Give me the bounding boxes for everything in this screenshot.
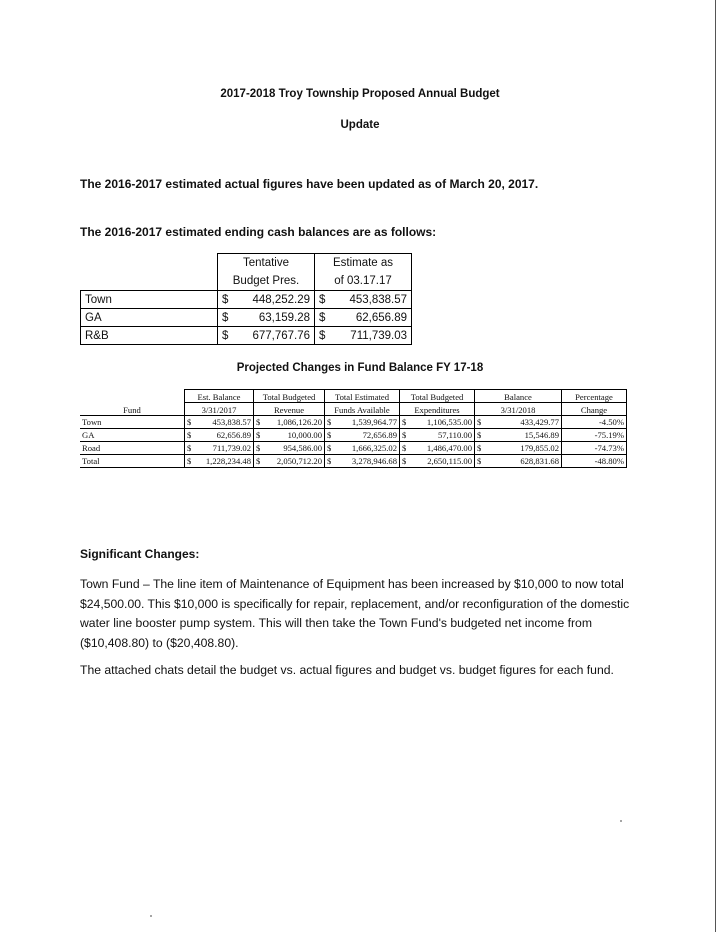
header-expenditures: Total Budgeted bbox=[400, 390, 475, 403]
header-funds-available: Total Estimated bbox=[325, 390, 400, 403]
projected-fund-name: Road bbox=[80, 442, 185, 455]
currency-sign: $ bbox=[477, 443, 482, 453]
cash-header-row bbox=[81, 272, 412, 291]
header-funds-available: Funds Available bbox=[325, 403, 400, 416]
intro-line-1: The 2016-2017 estimated actual figures have been updated as of March 20, 2017. bbox=[80, 177, 539, 191]
cash-balance-table bbox=[80, 253, 412, 345]
currency-sign: $ bbox=[256, 456, 261, 466]
cash-col1-header: Tentative bbox=[218, 254, 315, 273]
projected-pct-value: -74.73% bbox=[562, 442, 627, 455]
cash-row bbox=[81, 309, 412, 327]
currency-sign: $ bbox=[319, 329, 326, 342]
currency-sign: $ bbox=[256, 417, 261, 427]
cash-col2-header: of 03.17.17 bbox=[315, 272, 412, 291]
cash-row-label: Town bbox=[81, 291, 218, 309]
currency-sign: $ bbox=[402, 430, 407, 440]
projected-expenditures-value: 1,486,470.00 bbox=[426, 443, 472, 453]
projected-row bbox=[80, 455, 627, 468]
projected-row bbox=[80, 442, 627, 455]
projected-pct-value: -4.50% bbox=[562, 416, 627, 429]
projected-pct-value: -48.80% bbox=[562, 455, 627, 468]
cash-row bbox=[81, 291, 412, 309]
projected-revenue-value: 954,586.00 bbox=[283, 443, 322, 453]
projected-funds-available-value: 1,539,964.77 bbox=[351, 417, 397, 427]
projected-header-row bbox=[80, 390, 627, 403]
projected-funds-available-value: 3,278,946.68 bbox=[351, 456, 397, 466]
projected-expenditures-value: 2,650,115.00 bbox=[427, 456, 472, 466]
projected-title: Projected Changes in Fund Balance FY 17-18 bbox=[236, 362, 484, 374]
currency-sign: $ bbox=[222, 293, 229, 306]
projected-funds-available-value: 1,666,325.02 bbox=[351, 443, 397, 453]
projected-revenue-value: 1,086,126.20 bbox=[276, 417, 322, 427]
currency-sign: $ bbox=[187, 430, 192, 440]
scan-speck bbox=[150, 915, 152, 917]
projected-changes-table bbox=[80, 389, 627, 468]
projected-revenue-value: 10,000.00 bbox=[287, 430, 322, 440]
cash-tentative-value: 677,767.76 bbox=[252, 329, 310, 342]
header-est-balance: Est. Balance bbox=[185, 390, 254, 403]
header-est-balance: 3/31/2017 bbox=[185, 403, 254, 416]
currency-sign: $ bbox=[477, 456, 482, 466]
cash-estimate-value: 62,656.89 bbox=[355, 311, 407, 324]
currency-sign: $ bbox=[477, 430, 482, 440]
projected-balance-value: 628,831.68 bbox=[520, 456, 559, 466]
cash-estimate-value: 453,838.57 bbox=[349, 293, 407, 306]
projected-est-balance-value: 711,739.02 bbox=[212, 443, 251, 453]
projected-est-balance-value: 453,838.57 bbox=[212, 417, 251, 427]
header-balance: 3/31/2018 bbox=[475, 403, 562, 416]
currency-sign: $ bbox=[256, 430, 261, 440]
projected-row bbox=[80, 416, 627, 429]
cash-row-label: R&B bbox=[81, 327, 218, 345]
cash-row bbox=[81, 327, 412, 345]
currency-sign: $ bbox=[187, 456, 192, 466]
significant-paragraph-2: The attached chats detail the budget vs. actual figures and budget vs. budget figures for each fund. bbox=[80, 663, 614, 677]
significant-paragraph-1: Town Fund – The line item of Maintenance of Equipment has been increased by $10,000 to now total $24,500.00. This $10,000 is specifically for repair, replacement, and/or reconfiguration of the domestic water line booster pump system. This will then take the Town Fund's budgeted net income from ($10,408.80) to ($20,408.80). bbox=[80, 577, 630, 650]
cash-estimate-value: 711,739.03 bbox=[350, 329, 407, 342]
currency-sign: $ bbox=[402, 456, 407, 466]
currency-sign: $ bbox=[327, 430, 332, 440]
projected-expenditures-value: 1,106,535.00 bbox=[426, 417, 472, 427]
header-expenditures: Expenditures bbox=[400, 403, 475, 416]
cash-row-label: GA bbox=[81, 309, 218, 327]
projected-fund-name: Town bbox=[80, 416, 185, 429]
header-revenue: Revenue bbox=[254, 403, 325, 416]
cash-col1-header: Budget Pres. bbox=[218, 272, 315, 291]
projected-revenue-value: 2,050,712.20 bbox=[276, 456, 322, 466]
projected-row bbox=[80, 429, 627, 442]
projected-est-balance-value: 1,228,234.48 bbox=[205, 456, 251, 466]
projected-est-balance-value: 62,656.89 bbox=[216, 430, 251, 440]
cash-header-row bbox=[81, 254, 412, 273]
projected-balance-value: 179,855.02 bbox=[520, 443, 559, 453]
currency-sign: $ bbox=[477, 417, 482, 427]
currency-sign: $ bbox=[319, 293, 326, 306]
currency-sign: $ bbox=[222, 329, 229, 342]
projected-header-row bbox=[80, 403, 627, 416]
cash-col2-header: Estimate as bbox=[315, 254, 412, 273]
projected-balance-value: 15,546.89 bbox=[524, 430, 559, 440]
currency-sign: $ bbox=[187, 417, 192, 427]
projected-fund-name: GA bbox=[80, 429, 185, 442]
document-subtitle: Update bbox=[340, 119, 380, 131]
currency-sign: $ bbox=[402, 443, 407, 453]
currency-sign: $ bbox=[187, 443, 192, 453]
currency-sign: $ bbox=[319, 311, 326, 324]
header-pct: Percentage bbox=[562, 390, 627, 403]
currency-sign: $ bbox=[327, 456, 332, 466]
document-title: 2017-2018 Troy Township Proposed Annual Budget bbox=[220, 88, 500, 100]
significant-changes-heading: Significant Changes: bbox=[80, 547, 200, 561]
projected-pct-value: -75.19% bbox=[562, 429, 627, 442]
header-balance: Balance bbox=[475, 390, 562, 403]
currency-sign: $ bbox=[327, 443, 332, 453]
cash-tentative-value: 63,159.28 bbox=[258, 311, 310, 324]
header-pct: Change bbox=[562, 403, 627, 416]
currency-sign: $ bbox=[222, 311, 229, 324]
currency-sign: $ bbox=[327, 417, 332, 427]
projected-expenditures-value: 57,110.00 bbox=[437, 430, 472, 440]
currency-sign: $ bbox=[402, 417, 407, 427]
header-revenue: Total Budgeted bbox=[254, 390, 325, 403]
projected-fund-name: Total bbox=[80, 455, 185, 468]
intro-line-2: The 2016-2017 estimated ending cash balances are as follows: bbox=[80, 225, 437, 239]
cash-tentative-value: 448,252.29 bbox=[252, 293, 310, 306]
projected-balance-value: 433,429.77 bbox=[520, 417, 559, 427]
currency-sign: $ bbox=[256, 443, 261, 453]
scan-speck bbox=[620, 820, 622, 822]
header-fund: Fund bbox=[123, 405, 141, 415]
projected-funds-available-value: 72,656.89 bbox=[362, 430, 397, 440]
scan-edge bbox=[715, 0, 716, 932]
